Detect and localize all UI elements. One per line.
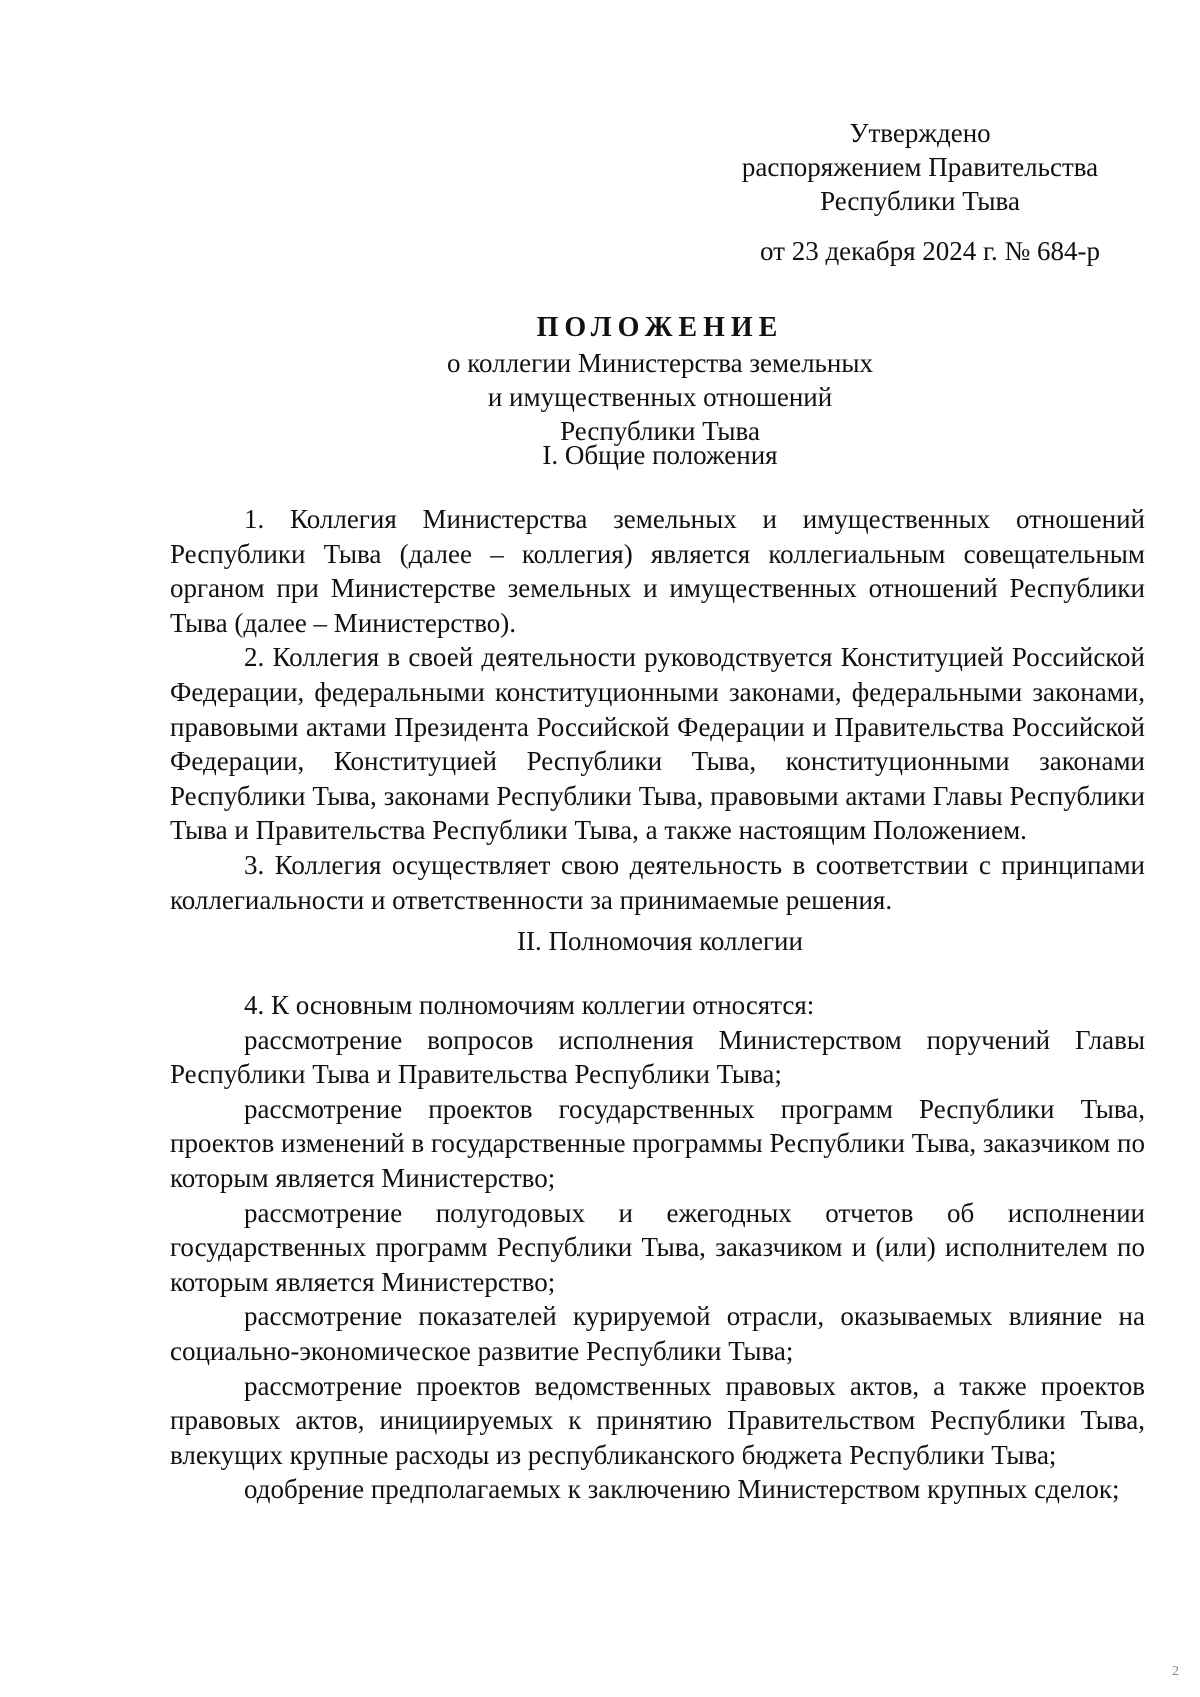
approval-line-3: Республики Тыва <box>820 186 1020 216</box>
title-line-3: Республики Тыва <box>560 416 760 446</box>
section-heading-general: I. Общие положения <box>542 440 778 470</box>
power-item-1: рассмотрение вопросов исполнения Министерством поручений Главы Республики Тыва и Правительства Республики Тыва; <box>170 1024 1145 1090</box>
power-item-2: рассмотрение проектов государственных программ Республики Тыва, проектов изменений в государственные программы Республики Тыва, заказчиком по которым является Министерство; <box>170 1093 1145 1193</box>
approval-stamp <box>720 116 1120 218</box>
power-item-3: рассмотрение полугодовых и ежегодных отчетов об исполнении государственных программ Республики Тыва, заказчиком и (или) исполнителем по которым является Министерство; <box>170 1197 1145 1297</box>
title-line-1: о коллегии Министерства земельных <box>447 348 873 378</box>
section-heading-powers: II. Полномочия коллегии <box>517 926 803 956</box>
document-title <box>160 310 1160 448</box>
title-main: ПОЛОЖЕНИЕ <box>536 312 784 343</box>
approval-line-1: Утверждено <box>849 118 991 148</box>
paragraph-1: 1. Коллегия Министерства земельных и имущественных отношений Республики Тыва (далее – коллегия) является коллегиальным совещательным органом при Министерстве земельных и имущественных отношений Республики Тыва (далее – Министерство). <box>170 504 1145 638</box>
power-item-4: рассмотрение показателей курируемой отрасли, оказываемых влияние на социально-экономическое развитие Республики Тыва; <box>170 1301 1145 1366</box>
section-powers-body <box>170 988 1145 1507</box>
approval-line-2: распоряжением Правительства <box>741 152 1099 182</box>
approval-date: от 23 декабря 2024 г. № 684-р <box>760 236 1101 266</box>
page-number: 2 <box>1172 1664 1179 1679</box>
section-general-body <box>170 502 1145 917</box>
power-item-5: рассмотрение проектов ведомственных правовых актов, а также проектов правовых актов, инициируемых к принятию Правительством Республики Тыва, влекущих крупные расходы из республиканского бюджета Республики Тыва; <box>170 1370 1145 1470</box>
paragraph-2: 2. Коллегия в своей деятельности руководствуется Конституцией Российской Федерации, федеральными конституционными законами, федеральными законами, правовыми актами Президента Российской Федерации и Правительства Российской Федерации, Конституцией Республики Тыва, конституционными законами Республики Тыва, законами Республики Тыва, правовыми актами Главы Республики Тыва и Правительства Республики Тыва, а также настоящим Положением. <box>170 642 1145 846</box>
title-line-2: и имущественных отношений <box>487 382 833 412</box>
power-item-6: одобрение предполагаемых к заключению Министерством крупных сделок; <box>244 1474 1120 1505</box>
paragraph-3: 3. Коллегия осуществляет свою деятельность в соответствии с принципами коллегиальности и ответственности за принимаемые решения. <box>170 849 1145 915</box>
paragraph-4: 4. К основным полномочиям коллегии относятся: <box>244 990 815 1020</box>
